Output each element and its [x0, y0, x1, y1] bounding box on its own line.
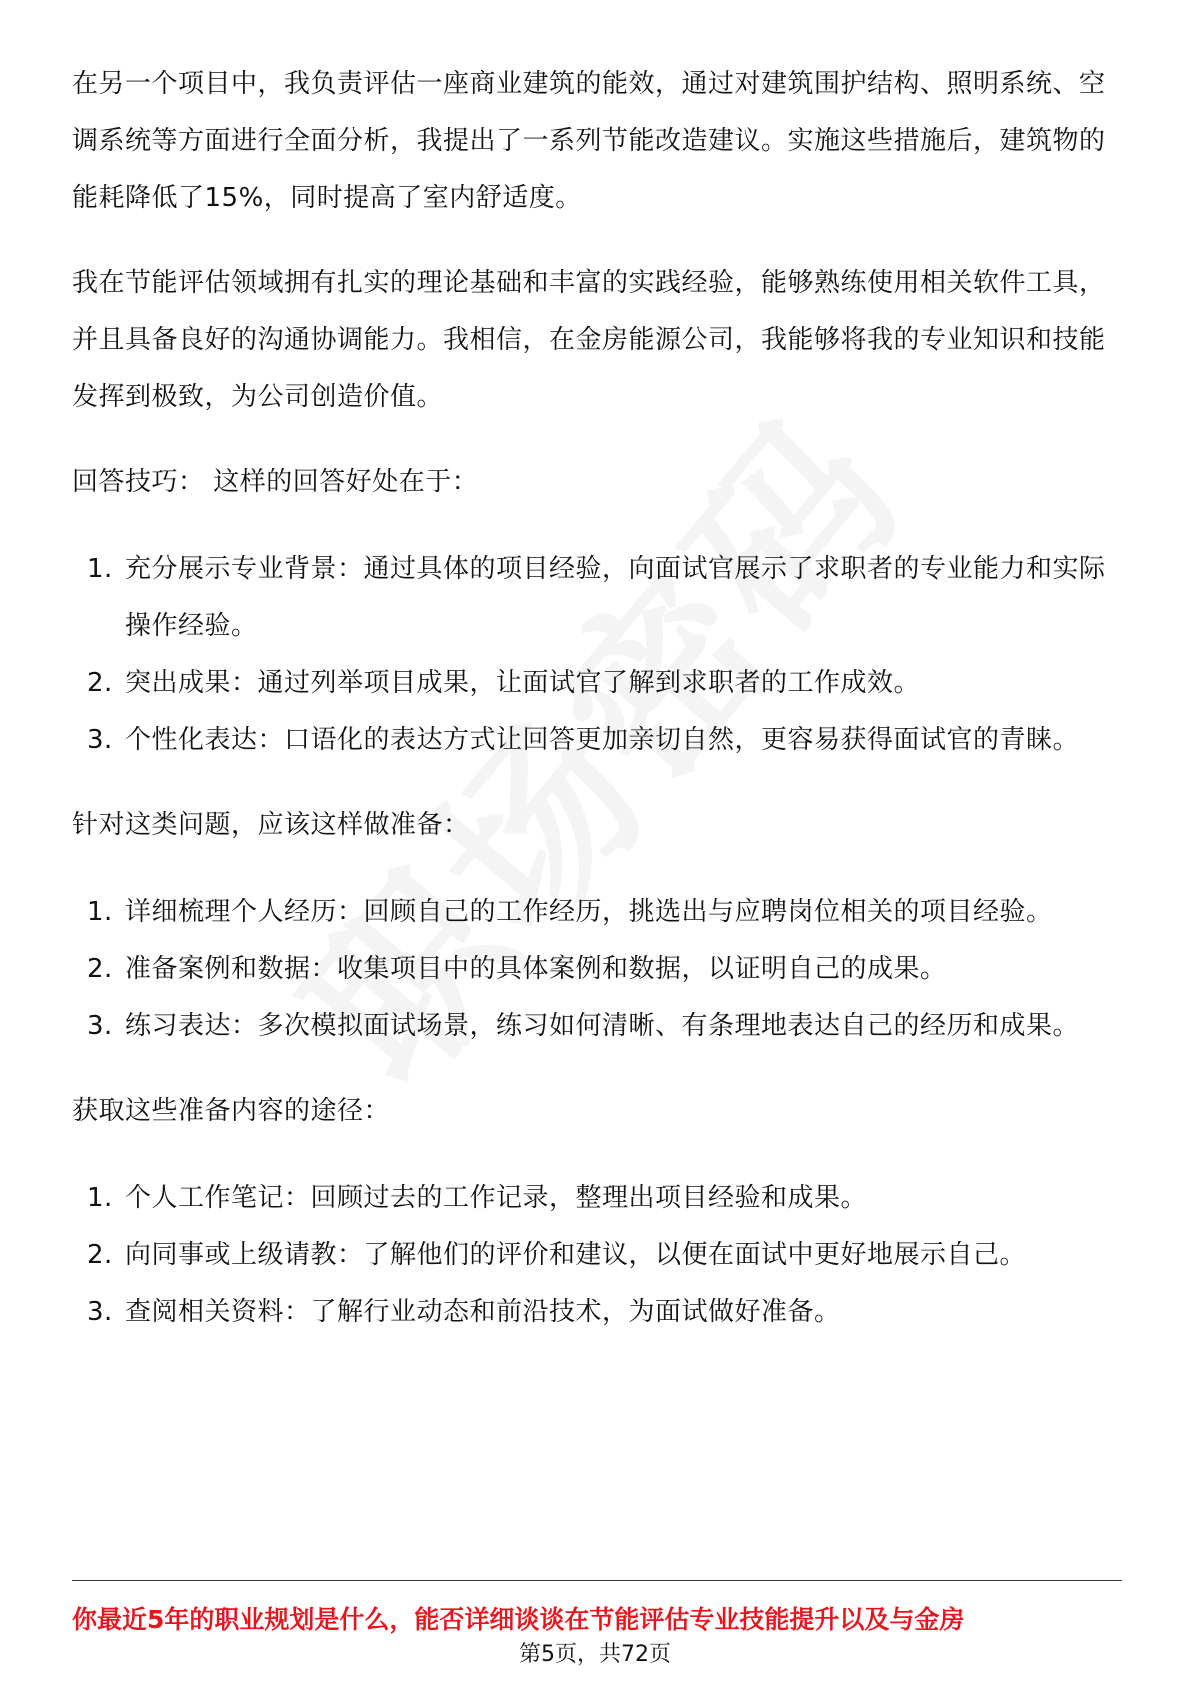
list-text: 个性化表达：口语化的表达方式让回答更加亲切自然，更容易获得面试官的青睐。 [125, 725, 1080, 755]
list-text: 向同事或上级请教：了解他们的评价和建议，以便在面试中更好地展示自己。 [125, 1240, 1027, 1270]
paragraph-summary: 我在节能评估领域拥有扎实的理论基础和丰富的实践经验，能够熟练使用相关软件工具，并且具备良好的沟通协调能力。我相信，在金房能源公司，我能够将我的专业知识和技能发挥到极致，为公司创造价值。 [72, 268, 1106, 412]
next-question-heading: 你最近5年的职业规划是什么，能否详细谈谈在节能评估专业技能提升以及与金房 [72, 1605, 965, 1634]
list-number: 2. [87, 954, 113, 984]
list-item [72, 1170, 1122, 1227]
list-number: 2. [87, 1240, 113, 1270]
section-divider [72, 1580, 1122, 1581]
sources-list [72, 1170, 1122, 1341]
list-number: 3. [87, 1011, 113, 1041]
list-number: 1. [87, 897, 113, 927]
list-item [72, 884, 1122, 941]
list-item [72, 712, 1122, 769]
paragraph-project: 在另一个项目中，我负责评估一座商业建筑的能效，通过对建筑围护结构、照明系统、空调系统等方面进行全面分析，我提出了一系列节能改造建议。实施这些措施后，建筑物的能耗降低了15%，同时提高了室内舒适度。 [72, 69, 1106, 213]
list-text: 练习表达：多次模拟面试场景，练习如何清晰、有条理地表达自己的经历和成果。 [125, 1011, 1080, 1041]
prepare-list [72, 884, 1122, 1055]
list-number: 1. [87, 554, 113, 584]
list-text: 详细梳理个人经历：回顾自己的工作经历，挑选出与应聘岗位相关的项目经验。 [125, 897, 1053, 927]
prepare-heading: 针对这类问题，应该这样做准备： [72, 810, 470, 840]
tips-list [72, 541, 1122, 769]
list-item [72, 655, 1122, 712]
list-number: 2. [87, 668, 113, 698]
list-number: 3. [87, 725, 113, 755]
list-text: 个人工作笔记：回顾过去的工作记录，整理出项目经验和成果。 [125, 1183, 868, 1213]
list-text: 查阅相关资料：了解行业动态和前沿技术，为面试做好准备。 [125, 1297, 841, 1327]
list-item [72, 998, 1122, 1055]
list-text: 充分展示专业背景：通过具体的项目经验，向面试官展示了求职者的专业能力和实际操作经验。 [125, 554, 1106, 641]
list-item [72, 1284, 1122, 1341]
list-text: 准备案例和数据：收集项目中的具体案例和数据，以证明自己的成果。 [125, 954, 947, 984]
list-text: 突出成果：通过列举项目成果，让面试官了解到求职者的工作成效。 [125, 668, 921, 698]
list-number: 1. [87, 1183, 113, 1213]
list-number: 3. [87, 1297, 113, 1327]
page-number: 第5页，共72页 [519, 1642, 671, 1667]
list-item [72, 941, 1122, 998]
page-content [72, 56, 1122, 1341]
list-item [72, 541, 1122, 655]
list-item [72, 1227, 1122, 1284]
tips-heading: 回答技巧： 这样的回答好处在于： [72, 467, 479, 497]
sources-heading: 获取这些准备内容的途径： [72, 1096, 391, 1126]
